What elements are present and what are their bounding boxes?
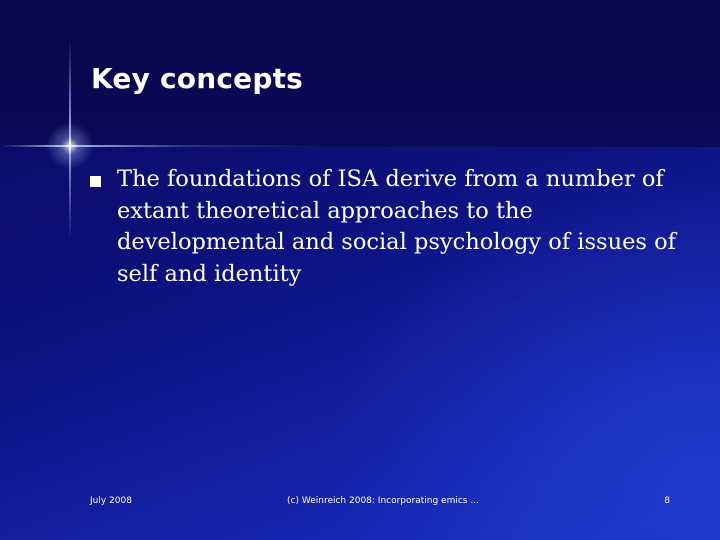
footer-date: July 2008 (90, 496, 132, 506)
slide-title: Key concepts (91, 62, 304, 95)
light-flare-glow (46, 122, 94, 170)
bullet-item (90, 164, 680, 290)
square-bullet-icon (90, 176, 101, 187)
bullet-list (90, 164, 680, 290)
page-number: 8 (664, 496, 670, 506)
footer-copyright: (c) Weinreich 2008: Incorporating emics ... (287, 496, 479, 506)
bullet-text: The foundations of ISA derive from a number of extant theoretical approaches to the developmental and social psychology of issues of self and identity (117, 166, 676, 287)
